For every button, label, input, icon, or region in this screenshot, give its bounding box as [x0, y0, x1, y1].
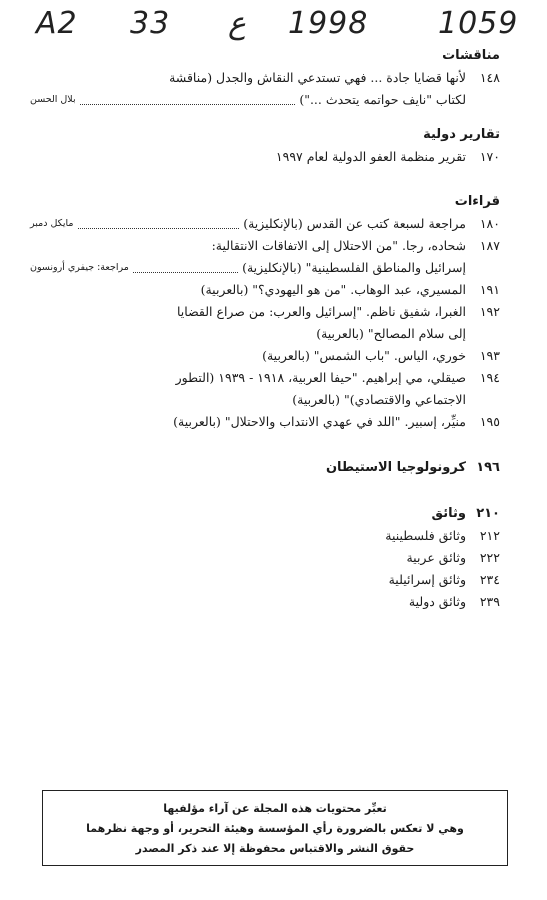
entry-title: الغبرا، شفيق ناظم. "إسرائيل والعرب: من صراع القضايا [176, 304, 466, 319]
entry-author: مراجعة: جيفري أرونسون [30, 262, 129, 273]
toc-entry[interactable] [30, 345, 500, 367]
disclaimer-box [42, 790, 508, 866]
entry-title-continued: إلى سلام المصالح" (بالعربية) [316, 326, 466, 341]
handwritten-year: 1998 [288, 6, 369, 41]
entry-author: مايكل دمبر [30, 218, 74, 229]
entry-title: وثائق دولية [408, 594, 466, 609]
toc-entry[interactable] [30, 525, 500, 547]
page-number: ١٩٢ [479, 304, 500, 319]
handwritten-code: A2 [36, 6, 78, 41]
entry-title-continued: إسرائيل والمناطق الفلسطينية" (بالإنكليزية) [242, 260, 466, 275]
toc-entry[interactable] [30, 67, 500, 111]
handwritten-number: 1059 [438, 6, 519, 41]
entry-title: منيِّر، إسبير. "اللد في عهدي الانتداب والاحتلال" (بالعربية) [173, 414, 466, 429]
page-number: ١٨٠ [479, 216, 500, 231]
page-number: ١٩٥ [479, 414, 500, 429]
page-number: ٢٣٤ [479, 572, 500, 587]
leader-dots [80, 89, 296, 105]
entry-title: وثائق إسرائيلية [388, 572, 466, 587]
entry-title: وثائق فلسطينية [385, 528, 466, 543]
toc-entry[interactable] [30, 411, 500, 433]
page-number: ٢٢٢ [479, 550, 500, 565]
page-number: ١٤٨ [479, 70, 500, 85]
section-title: قراءات [454, 194, 500, 209]
toc-entry[interactable] [30, 235, 500, 279]
disclaimer-line: تعبِّر محتويات هذه المجلة عن آراء مؤلفيها [163, 802, 387, 815]
handwritten-issue-mark: ع [228, 6, 246, 41]
entry-title: مراجعة لسبعة كتب عن القدس (بالإنكليزية) [243, 216, 466, 231]
entry-title-continued: لكتاب "نايف حواتمه يتحدث ...") [299, 92, 466, 107]
entry-title: صيقلي، مي إبراهيم. "حيفا العربية، ١٩١٨ - ١٩٣٩ (التطور [175, 370, 466, 385]
entry-title: لأنها قضايا جادة ... فهي تستدعي النقاش والجدل (مناقشة [169, 70, 466, 85]
leader-dots [133, 257, 238, 273]
page-number: ٢١٢ [479, 528, 500, 543]
page-number: ١٩٦ [476, 460, 500, 475]
section-chronology[interactable] [30, 457, 500, 479]
page-number: ١٩٣ [479, 348, 500, 363]
toc-entry[interactable] [30, 591, 500, 613]
page-number: ١٩٤ [479, 370, 500, 385]
leader-dots [78, 213, 240, 229]
section-discussions [30, 48, 500, 111]
disclaimer-line: حقوق النشر والاقتباس محفوظة إلا عند ذكر المصدر [135, 842, 415, 855]
section-title: تقارير دولية [423, 127, 500, 142]
table-of-contents [30, 48, 500, 613]
toc-entry[interactable] [30, 213, 500, 235]
section-title: وثائق [431, 506, 466, 521]
toc-entry[interactable] [30, 367, 500, 411]
toc-entry[interactable] [30, 279, 500, 301]
entry-title: خوري، الياس. "باب الشمس" (بالعربية) [262, 348, 466, 363]
page-number: ٢١٠ [476, 506, 500, 521]
entry-author: بلال الحسن [30, 94, 76, 105]
toc-entry[interactable] [30, 503, 500, 525]
section-title: مناقشات [442, 48, 500, 63]
section-documents [30, 503, 500, 613]
entry-title: شحاده، رجا. "من الاحتلال إلى الاتفاقات الانتقالية: [211, 238, 466, 253]
section-reports [30, 127, 500, 168]
page-number: ١٨٧ [479, 238, 500, 253]
entry-title: تقرير منظمة العفو الدولية لعام ١٩٩٧ [275, 149, 466, 164]
entry-title-continued: الاجتماعي والاقتصادي)" (بالعربية) [292, 392, 466, 407]
page-number: ١٩١ [479, 282, 500, 297]
toc-entry[interactable] [30, 146, 500, 168]
page-number: ١٧٠ [479, 149, 500, 164]
entry-title: وثائق عربية [406, 550, 466, 565]
entry-title: المسيري، عبد الوهاب. "من هو اليهودي؟" (بالعربية) [200, 282, 466, 297]
toc-entry[interactable] [30, 301, 500, 345]
toc-entry[interactable] [30, 547, 500, 569]
disclaimer-line: وهي لا تعكس بالضرورة رأي المؤسسة وهيئة التحرير، أو وجهة نظرهما [86, 822, 464, 835]
toc-entry[interactable] [30, 569, 500, 591]
section-title: كرونولوجيا الاستيطان [325, 460, 466, 475]
page-number: ٢٣٩ [479, 594, 500, 609]
section-readings [30, 194, 500, 433]
handwritten-volume: 33 [130, 6, 171, 41]
